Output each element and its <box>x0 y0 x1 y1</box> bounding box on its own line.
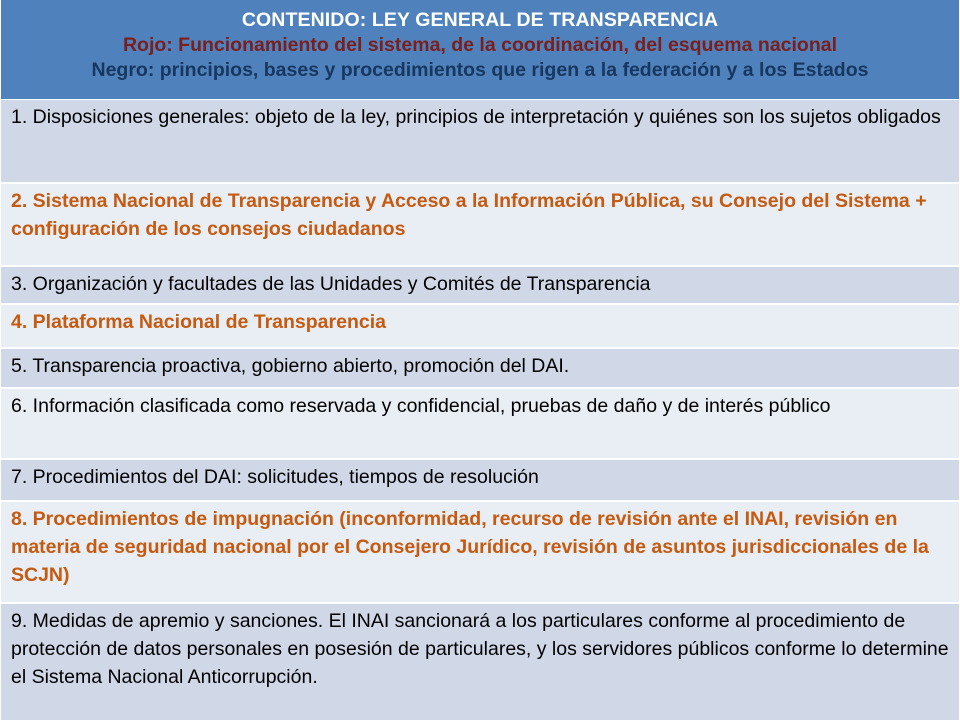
table-row-1: 1. Disposiciones generales: objeto de la ley, principios de interpretación y quiénes son los sujetos obligados <box>1 100 959 184</box>
table-row-7: 7. Procedimientos del DAI: solicitudes, tiempos de resolución <box>1 460 959 502</box>
table-row-3: 3. Organización y facultades de las Unidades y Comités de Transparencia <box>1 267 959 305</box>
table-row-2: 2. Sistema Nacional de Transparencia y Acceso a la Información Pública, su Consejo del Sistema + configuración de los consejos ciudadanos <box>1 184 959 267</box>
table-row-5: 5. Transparencia proactiva, gobierno abierto, promoción del DAI. <box>1 349 959 389</box>
table-row-6: 6. Información clasificada como reservada y confidencial, pruebas de daño y de interés público <box>1 389 959 460</box>
header-black-legend: Negro: principios, bases y procedimientos que rigen a la federación y a los Estados <box>91 59 869 81</box>
table-row-4: 4. Plataforma Nacional de Transparencia <box>1 305 959 349</box>
table-header <box>1 0 959 100</box>
header-red-legend: Rojo: Funcionamiento del sistema, de la coordinación, del esquema nacional <box>122 34 838 56</box>
header-title: CONTENIDO: LEY GENERAL DE TRANSPARENCIA <box>241 9 719 31</box>
table-row-9: 9. Medidas de apremio y sanciones. El INAI sancionará a los particulares conforme al procedimiento de protección de datos personales en posesión de particulares, y los servidores públicos conforme lo determine el Sistema Nacional Anticorrupción. <box>1 604 959 720</box>
table-row-8: 8. Procedimientos de impugnación (inconformidad, recurso de revisión ante el INAI, revisión en materia de seguridad nacional por el Consejero Jurídico, revisión de asuntos jurisdiccionales de la SCJN) <box>1 502 959 604</box>
